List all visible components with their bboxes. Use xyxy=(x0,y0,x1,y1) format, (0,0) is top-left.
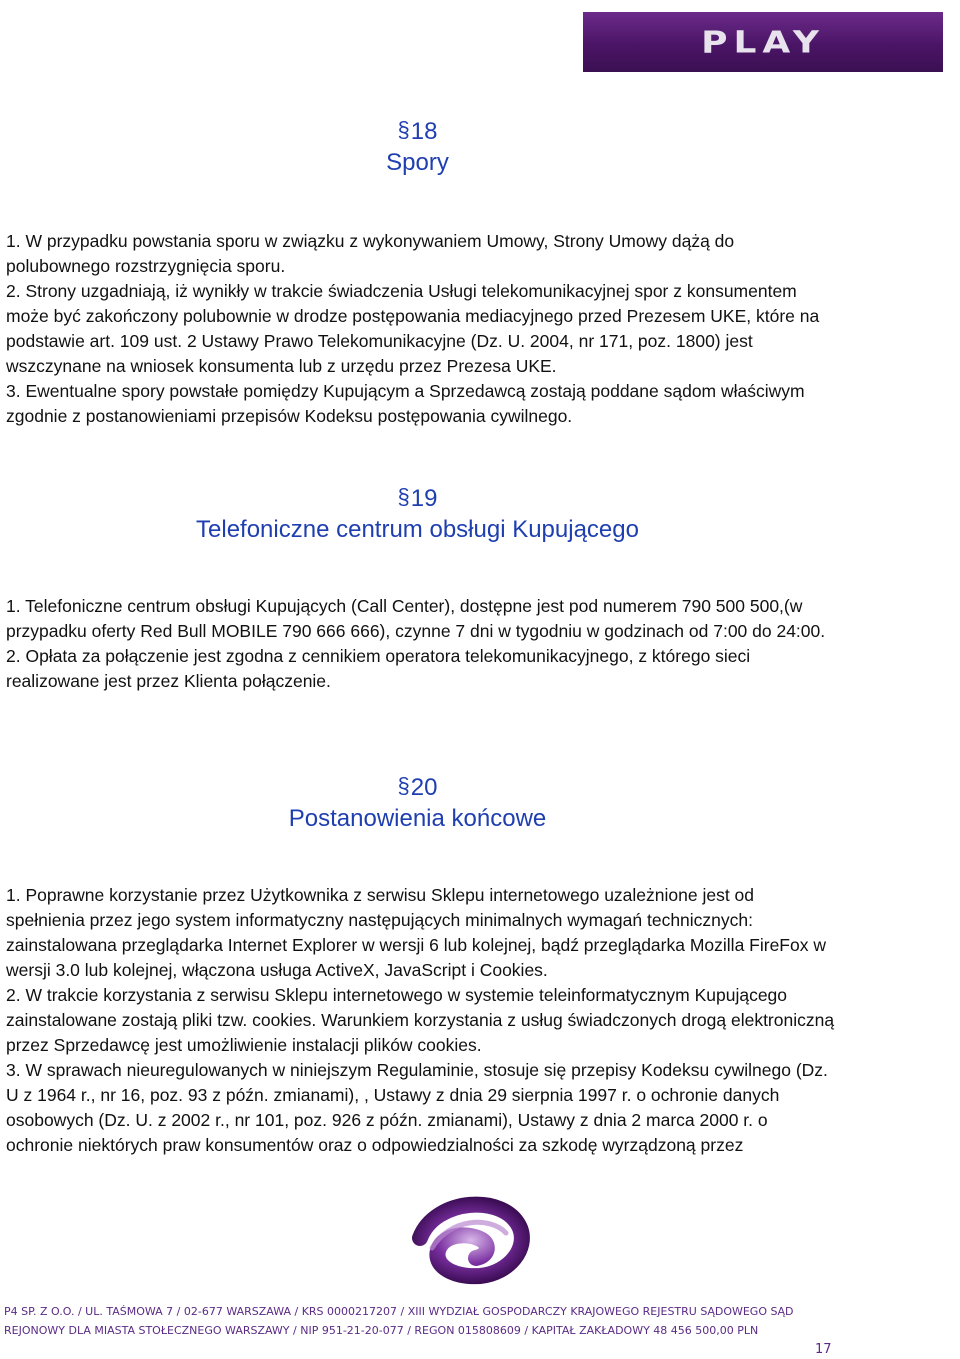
section-number: 18 xyxy=(410,118,438,145)
section-number: 19 xyxy=(410,485,438,512)
footer-line-2: REJONOWY DLA MIASTA STOŁECZNEGO WARSZAWY / NIP 951-21-20-077 / REGON 015808609 / KAPITAŁ ZAKŁADOWY 48 456 500,00 PLN xyxy=(4,1324,759,1337)
paragraph: 2. Opłata za połączenie jest zgodna z cennikiem operatora telekomunikacyjnego, z którego sieci realizowane jest przez Klienta połączenie. xyxy=(6,646,751,691)
paragraph: 2. W trakcie korzystania z serwisu Sklepu internetowego w systemie teleinformatycznym Kupującego zainstalowane zostają pliki tzw. cookies. Warunkiem korzystania z usług świadczonych drogą elektroniczną przez Sprzedawcę jest umożliwienie instalacji plików cookies. xyxy=(6,985,835,1055)
play-logo xyxy=(583,12,943,72)
logo-text: PLAY xyxy=(701,24,825,60)
section-number: 20 xyxy=(410,774,438,801)
section-18-heading xyxy=(0,116,835,178)
section-19-body xyxy=(6,594,836,694)
paragraph: 1. Telefoniczne centrum obsługi Kupujących (Call Center), dostępne jest pod numerem 790 500 500,(w przypadku oferty Red Bull MOBILE 790 666 666), czynne 7 dni w tygodniu w godzinach od 7:00 do 24:00. xyxy=(6,596,826,641)
paragraph: 3. W sprawach nieuregulowanych w niniejszym Regulaminie, stosuje się przepisy Kodeksu cywilnego (Dz. U z 1964 r., nr 16, poz. 93 z późn. zmianami), , Ustawy z dnia 29 sierpnia 1997 r. o ochronie danych osobowych (Dz. U. z 2002 r., nr 101, poz. 926 z późn. zmianami), Ustawy z dnia 2 marca 2000 r. o ochronie niektórych praw konsumentów oraz o odpowiedzialności za szkodę wyrządzoną przez xyxy=(6,1060,828,1155)
paragraph: 3. Ewentualne spory powstałe pomiędzy Kupującym a Sprzedawcą zostają poddane sądom właściwym zgodnie z postanowieniami przepisów Kodeksu postępowania cywilnego. xyxy=(6,381,805,426)
page-number: 17 xyxy=(815,1342,832,1357)
section-18-body xyxy=(6,229,836,429)
paragraph-sign: § xyxy=(397,117,410,142)
paragraph-sign: § xyxy=(397,484,410,509)
footer-line-1: P4 SP. Z O.O. / UL. TAŚMOWA 7 / 02-677 WARSZAWA / KRS 0000217207 / XIII WYDZIAŁ GOSPODARCZY KRAJOWEGO REJESTRU SĄDOWEGO SĄD xyxy=(4,1305,794,1318)
section-20-body xyxy=(6,883,836,1158)
section-title: Telefoniczne centrum obsługi Kupującego xyxy=(196,516,639,543)
paragraph-sign: § xyxy=(397,773,410,798)
section-title: Postanowienia końcowe xyxy=(288,805,547,832)
section-title: Spory xyxy=(386,149,449,176)
paragraph: 1. Poprawne korzystanie przez Użytkownika z serwisu Sklepu internetowego uzależnione jest od spełnienia przez jego system informatyczny następujących minimalnych wymagań technicznych: zainstalowana przeglądarka Internet Explorer w wersji 6 lub kolejnej, bądź przeglądarka Mozilla FireFox w wersji 3.0 lub kolejnej, włączona usługa ActiveX, JavaScript i Cookies. xyxy=(6,885,826,980)
paragraph: 2. Strony uzgadniają, iż wynikły w trakcie świadczenia Usługi telekomunikacyjnej spor z konsumentem może być zakończony polubownie w drodze postępowania mediacyjnego przed Prezesem UKE, które na podstawie art. 109 ust. 2 Ustawy Prawo Telekomunikacyjne (Dz. U. 2004, nr 171, poz. 1800) jest wszczynane na wniosek konsumenta lub z urzędu przez Prezesa UKE. xyxy=(6,281,820,376)
play-swirl-icon xyxy=(410,1178,530,1288)
section-20-heading xyxy=(0,772,835,834)
paragraph: 1. W przypadku powstania sporu w związku z wykonywaniem Umowy, Strony Umowy dążą do polubownego rozstrzygnięcia sporu. xyxy=(6,231,735,276)
section-19-heading xyxy=(0,483,835,545)
